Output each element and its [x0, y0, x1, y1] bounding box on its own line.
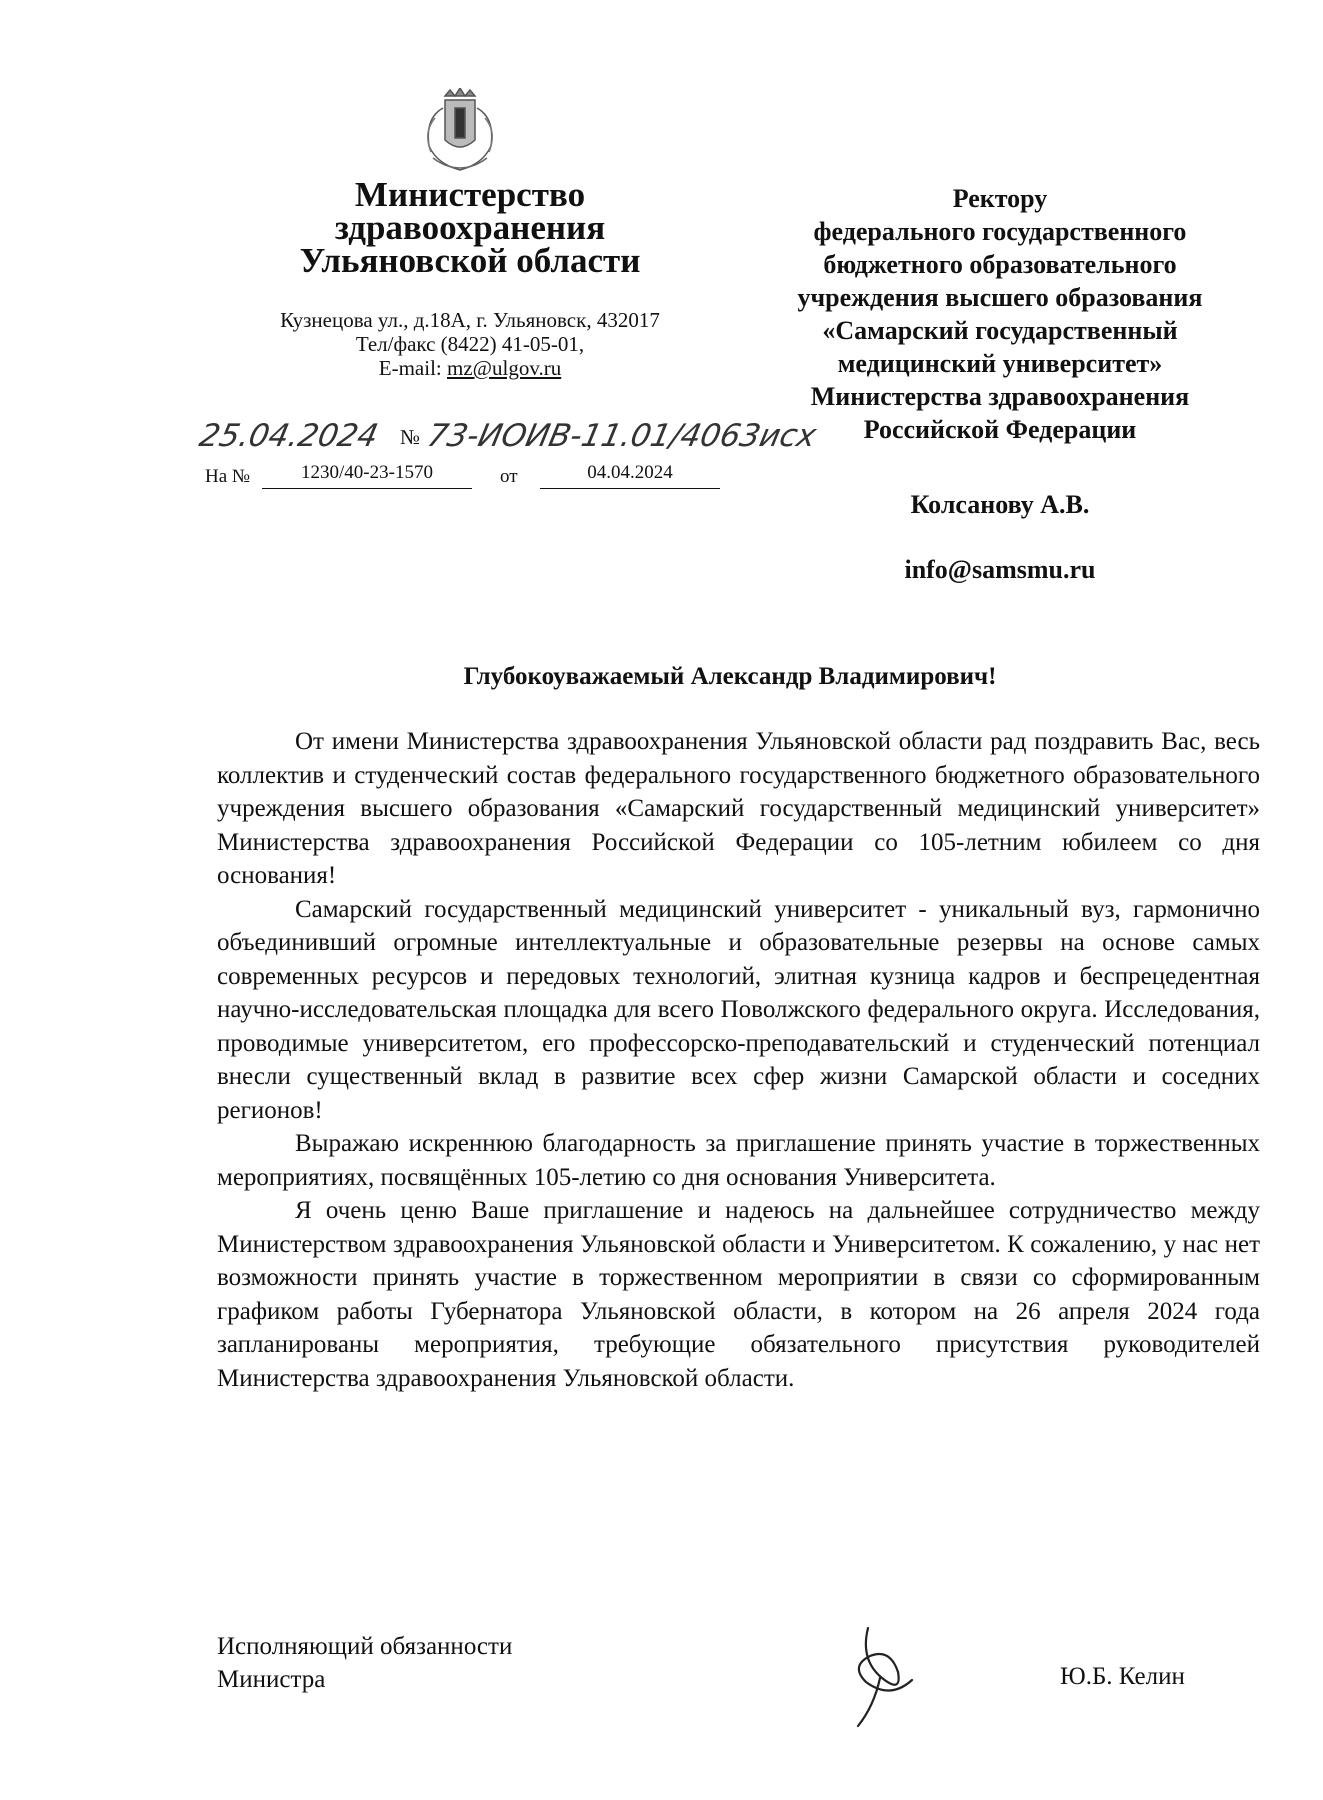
recipient-name: Колсанову А.В. — [910, 490, 1090, 519]
signatory-position-line: Исполняющий обязанности — [217, 1633, 513, 1660]
registration-line — [196, 418, 820, 468]
body-paragraph: Я очень ценю Ваше приглашение и надеюсь на дальнейшее сотрудничество между Министерством здравоохранения Ульяновской области и Университетом. К сожалению, у нас нет возможности принять участие в торжественном мероприятии в связи со сформированным графиком работы Губернатора Ульяновской области, в котором на 26 апреля 2024 года запланированы мероприятия, требующие обязательного присутствия руководителей Министерства здравоохранения Ульяновской области. — [217, 1197, 1260, 1392]
body-paragraph: От имени Министерства здравоохранения Ульяновской области рад поздравить Вас, весь коллектив и студенческий состав федерального государственного бюджетного образовательного учреждения высшего образования «Самарский государственный медицинский университет» Министерства здравоохранения Российской Федерации со 105-летним юбилеем со дня основания! — [217, 728, 1260, 889]
sender-email-row — [225, 356, 715, 380]
reference-label: На № — [205, 466, 251, 487]
recipient-block — [740, 182, 1260, 446]
sender-title-line: Министерство — [354, 175, 586, 214]
sender-email-label: E-mail: — [378, 356, 447, 380]
recipient-line: учреждения высшего образования — [797, 283, 1203, 312]
sender-title-line: здравоохранения — [334, 208, 606, 247]
recipient-line: федерального государственного — [813, 217, 1187, 246]
recipient-line: «Самарский государственный — [822, 316, 1178, 345]
recipient-line: Министерства здравоохранения — [810, 382, 1190, 411]
sender-contacts — [225, 308, 715, 380]
recipient-email[interactable]: info@samsmu.ru — [904, 555, 1096, 584]
sender-email-link[interactable]: mz@ulgov.ru — [447, 356, 562, 380]
letter-body — [217, 725, 1260, 1395]
recipient-line: медицинский университет» — [837, 349, 1163, 378]
recipient-line: Ректору — [952, 184, 1048, 213]
reference-date: 04.04.2024 — [540, 462, 720, 489]
signatory-position — [217, 1630, 512, 1696]
reference-number: 1230/40-23-1570 — [262, 462, 472, 489]
reference-line — [205, 462, 725, 494]
signatory-name: Ю.Б. Келин — [1060, 1663, 1185, 1690]
sender-title-line: Ульяновской области — [299, 241, 641, 280]
registration-number-sign: № — [400, 425, 421, 449]
signature-icon — [830, 1620, 940, 1730]
coat-of-arms-icon — [415, 88, 505, 176]
reference-from-label: от — [500, 466, 518, 487]
recipient-line: бюджетного образовательного — [823, 250, 1177, 279]
sender-phone: Тел/факс (8422) 41-05-01, — [355, 332, 585, 356]
body-paragraph: Самарский государственный медицинский университет - уникальный вуз, гармонично объединивший огромные интеллектуальные и образовательные резервы на основе самых современных ресурсов и передовых технологий, элитная кузница кадров и беспрецедентная научно-исследовательская площадка для всего Поволжского федерального округа. Исследования, проводимые университетом, его профессорско-преподавательский и студенческий потенциал внесли существенный вклад в развитие всех сфер жизни Самарской области и соседних регионов! — [217, 895, 1260, 1124]
salutation: Глубокоуважаемый Александр Владимирович! — [463, 663, 997, 690]
recipient-line: Российской Федерации — [863, 415, 1137, 444]
registration-date: 25.04.2024 — [196, 418, 382, 454]
body-paragraph: Выражаю искреннюю благодарность за приглашение принять участие в торжественных мероприятиях, посвящённых 105-летию со дня основания Университета. — [217, 1130, 1260, 1191]
registration-number: 73-ИОИВ-11.01/4063исх — [424, 418, 820, 454]
sender-title — [250, 175, 690, 280]
sender-address: Кузнецова ул., д.18А, г. Ульяновск, 432017 — [280, 308, 660, 332]
signatory-position-line: Министра — [217, 1666, 326, 1693]
